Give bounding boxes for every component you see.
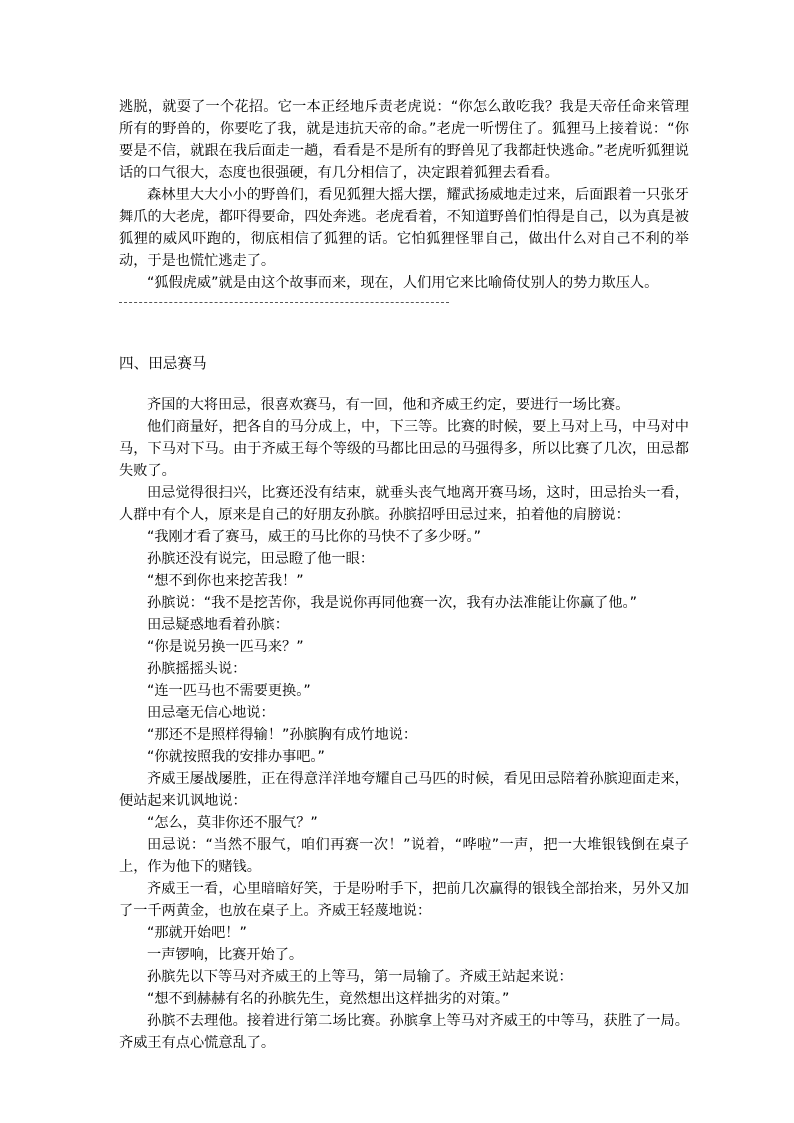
story4-paragraph-2: 他们商量好，把各自的马分成上，中，下三等。比赛的时候，要上马对上马，中马对中马，下马对下马。由于齐威王每个等级的马都比田忌的马强得多，所以比赛了几次，田忌都失败了。 [119,419,689,479]
story4-paragraph-13: “那还不是照样得输！”孙膑胸有成竹地说： [147,727,418,743]
story3-paragraph-2: 森林里大大小小的野兽们，看见狐狸大摇大摆，耀武扬威地走过来，后面跟着一只张牙舞爪的大老虎，都吓得要命，四处奔逃。老虎看着，不知道野兽们怕得是自己，以为真是被狐狸的威风吓跑的，彻底相信了狐狸的话。它怕狐狸怪罪自己，做出什么对自己不利的举动，于是也慌忙逃走了。 [119,187,689,269]
story4-paragraph-5: 孙膑还没有说完，田忌瞪了他一眼： [147,551,375,567]
story4-paragraph-12: 田忌毫无信心地说： [147,705,275,721]
story4-paragraph-11: “连一匹马也不需要更换。” [147,683,311,699]
story3-paragraph-1: 逃脱，就耍了一个花招。它一本正经地斥责老虎说：“你怎么敢吃我？我是天帝任命来管理所有的野兽的，你要吃了我，就是违抗天帝的命。”老虎一听愣住了。狐狸马上接着说：“你要是不信，就跟在我后面走一趟，看看是不是所有的野兽见了我都赶快逃命。”老虎听狐狸说话的口气很大，态度也很强硬，有几分相信了，决定跟着狐狸去看看。 [119,99,689,181]
story4-paragraph-1: 齐国的大将田忌，很喜欢赛马，有一回，他和齐威王约定，要进行一场比赛。 [147,397,630,413]
story4-paragraph-15: 齐威王屡战屡胜，正在得意洋洋地夸耀自己马匹的时候，看见田忌陪着孙膑迎面走来，便站起来讥讽地说： [119,771,689,809]
story3-paragraph-3: “狐假虎威”就是由这个故事而来，现在，人们用它来比喻倚仗别人的势力欺压人。 [147,275,659,291]
story4-paragraph-6: “想不到你也来挖苦我！” [147,573,304,589]
section-divider [119,302,449,303]
story4-paragraph-14: “你就按照我的安排办事吧。” [147,749,325,765]
story4-paragraph-20: 一声锣响，比赛开始了。 [147,947,304,963]
story4-paragraph-23: 孙膑不去理他。接着进行第二场比赛。孙膑拿上等马对齐威王的中等马，获胜了一局。齐威王有点心慌意乱了。 [119,1013,689,1051]
story4-paragraph-22: “想不到赫赫有名的孙膑先生，竟然想出这样拙劣的对策。” [147,991,510,1007]
story4-paragraph-10: 孙膑摇摇头说： [147,661,247,677]
section-title: 四、田忌赛马 [119,355,207,372]
story4-paragraph-7: 孙膑说：“我不是挖苦你，我是说你再同他赛一次，我有办法准能让你赢了他。” [147,595,637,611]
story4-paragraph-17: 田忌说：“当然不服气，咱们再赛一次！”说着，“哗啦”一声，把一大堆银钱倒在桌子上，作为他下的赌钱。 [119,837,689,875]
story4-paragraph-21: 孙膑先以下等马对齐威王的上等马，第一局输了。齐威王站起来说： [147,969,573,985]
story4-paragraph-3: 田忌觉得很扫兴，比赛还没有结束，就垂头丧气地离开赛马场，这时，田忌抬头一看，人群中有个人，原来是自己的好朋友孙膑。孙膑招呼田忌过来，拍着他的肩膀说： [119,485,689,523]
story4-paragraph-9: “你是说另换一匹马来？” [147,639,304,655]
story4-paragraph-19: “那就开始吧！” [147,925,247,941]
story4-paragraph-4: “我刚才看了赛马，威王的马比你的马快不了多少呀。” [147,529,481,545]
story4-paragraph-16: “怎么，莫非你还不服气？” [147,815,318,831]
story4-paragraph-8: 田忌疑惑地看着孙膑： [147,617,289,633]
story4-paragraph-18: 齐威王一看，心里暗暗好笑，于是吩咐手下，把前几次赢得的银钱全部抬来，另外又加了一千两黄金，也放在桌子上。齐威王轻蔑地说： [119,881,689,919]
document-page [119,96,689,1054]
